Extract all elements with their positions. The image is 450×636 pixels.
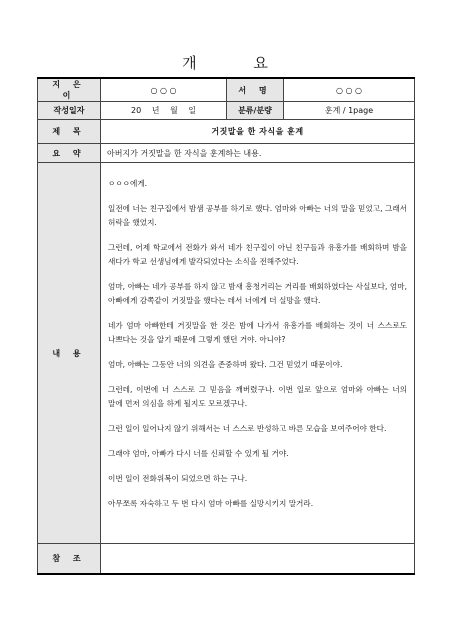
signature-label: 서 명 (227, 78, 284, 102)
content-paragraph: 일전에 너는 친구집에서 밤샘 공부를 하기로 했다. 엄마와 아빠는 너의 말을 믿었고, 그래서 허락을 했었지. (108, 204, 407, 227)
date-label: 작성일자 (38, 102, 101, 120)
content-paragraph: 그런 일이 일어나지 않기 위해서는 너 스스로 반성하고 바른 모습을 보여주어야 한다. (108, 424, 387, 433)
summary-label: 요 약 (38, 144, 101, 163)
content-paragraph: 그런데, 이번에 너 스스로 그 믿음을 깨버렸구나. 이번 일로 앞으로 엄마와 아빠는 너의 말에 먼저 의심을 하게 될지도 모르겠구나. (108, 385, 407, 408)
content-paragraph: 그래야 엄마, 아빠가 다시 너를 신뢰할 수 있게 될 거야. (108, 449, 289, 458)
content-paragraph: 엄마, 아빠는 네가 공부를 하지 않고 밤새 흥청거리는 거리를 배회하였다는 사실보다, 엄마, 아빠에게 감쪽같이 거짓말을 했다는 데서 너에게 더 실망을 했다. (108, 282, 407, 305)
reference-value (101, 544, 415, 574)
author-label: 지 은 이 (38, 78, 101, 102)
date-value: 20 년 월 일 (101, 102, 227, 120)
content-paragraph: ㅇㅇㅇ에게. (108, 179, 148, 188)
reference-label: 참 조 (38, 544, 101, 574)
content-label: 내 용 (38, 163, 101, 544)
subject-label: 제 목 (38, 120, 101, 144)
content-body (101, 163, 415, 544)
signature-value: ○ ○ ○ (284, 78, 415, 102)
content-paragraph: 네가 엄마 아빠한테 거짓말을 한 것은 밤에 나가서 유흥가를 배회하는 것이 너 스스로도 나쁘다는 것을 알기 때문에 그렇게 했던 거야. 아니야? (108, 321, 407, 344)
content-paragraph: 그런데, 어제 학교에서 전화가 와서 네가 친구집이 아닌 친구들과 유흥가를 배회하며 밤을 새다가 학교 선생님에게 발각되었다는 소식을 전해주었다. (108, 243, 407, 266)
subject-value: 거짓말을 한 자식을 훈계 (101, 120, 415, 144)
content-paragraph: 아무쪼록 자숙하고 두 번 다시 엄마 아빠를 실망시키지 말거라. (108, 499, 314, 508)
author-value: ○ ○ ○ (101, 78, 227, 102)
content-paragraph: 이번 일이 전화위복이 되었으면 하는 구나. (108, 474, 248, 483)
content-paragraph: 엄마, 아빠는 그동안 너의 의견을 존중하며 왔다. 그건 믿었기 때문이야. (108, 360, 343, 369)
summary-value: 아버지가 거짓말을 한 자식을 훈계하는 내용. (101, 144, 415, 163)
summary-form (37, 77, 415, 575)
category-value: 훈계 / 1page (284, 102, 415, 120)
category-label: 분류/분량 (227, 102, 284, 120)
document-title: 개 요 (182, 54, 294, 72)
